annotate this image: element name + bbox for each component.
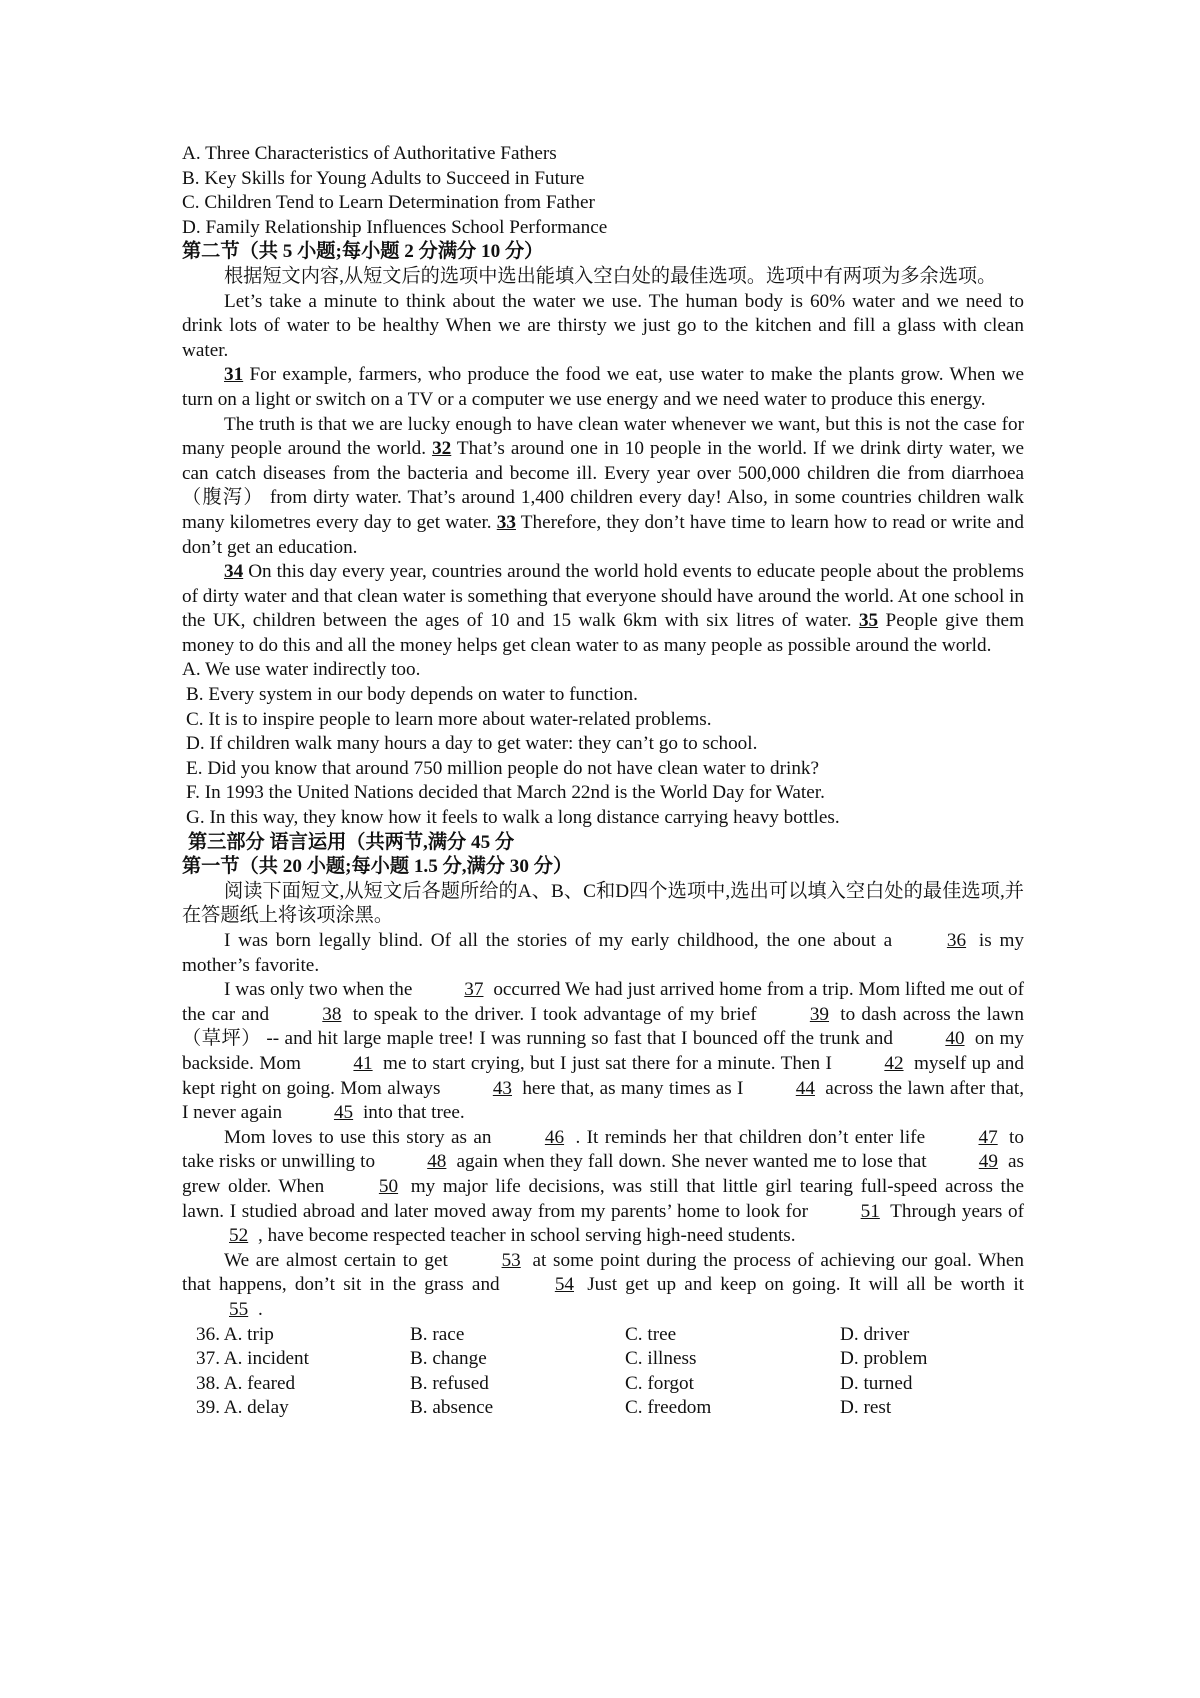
- story-text: my major life decisions, was still that little girl tearing full-speed across the lawn. I studied abroad and later moved away from my parents’ home to look for: [182, 1175, 1024, 1222]
- blank-37: 37: [464, 979, 484, 1001]
- choice-d: D. problem: [840, 1348, 928, 1370]
- heading-option-d: D. Family Relationship Influences School Performance: [182, 216, 608, 238]
- blank-53: 53: [501, 1249, 521, 1271]
- passage-paragraph-2: [182, 363, 1024, 412]
- story-text: as grew older. When: [182, 1151, 1024, 1197]
- blank-55: 55: [229, 1298, 249, 1320]
- sentence-option-d: D. If children walk many hours a day to get water: they can’t go to school.: [186, 733, 758, 755]
- blank-50: 50: [378, 1175, 399, 1197]
- blank-51: 51: [860, 1200, 880, 1222]
- sentence-option-g: G. In this way, they know how it feels to walk a long distance carrying heavy bottles.: [186, 807, 840, 829]
- blank-36: 36: [946, 930, 967, 951]
- part3-section1-title: 第一节（共 20 小题;每小题 1.5 分,满分 30 分）: [182, 856, 573, 878]
- blank-44: 44: [795, 1077, 815, 1099]
- sentence-option-a: A. We use water indirectly too.: [182, 659, 421, 681]
- choice-c: C. illness: [625, 1348, 697, 1370]
- blank-45: 45: [333, 1102, 354, 1124]
- section2-title: 第二节（共 5 小题;每小题 2 分满分 10 分）: [182, 241, 544, 263]
- story-text: occurred We had just arrived home from a trip. Mom lifted me out of the car and: [182, 979, 1024, 1025]
- story-text: to dash across the lawn（草坪） -- and hit large maple tree! I was running so fast that I bounced off the trunk and: [182, 1003, 1024, 1050]
- choice-c: C. freedom: [625, 1397, 712, 1419]
- blank-48: 48: [427, 1151, 447, 1173]
- story-text: at some point during the process of achieving our goal. When that happens, don’t sit in the grass and: [182, 1249, 1024, 1296]
- passage-paragraph-3: [182, 413, 1024, 561]
- choice-row-36: [182, 1323, 1024, 1348]
- passage-text: For example, farmers, who produce the food we eat, use water to make the plants grow. When we turn on a light or switch on a TV or a computer we use energy and we need water to produce this energy.: [182, 364, 1024, 410]
- sentence-option-b: B. Every system in our body depends on water to function.: [186, 684, 638, 706]
- passage-text: That’s around one in 10 people in the world. If we drink dirty water, we can catch diseases from the bacteria and become ill. Every year over 500,000 children die from diarrhoea（腹泻） from dirty water. That’s around 1,400 children every day! Also, in some countries children walk many kilometres every day to get water.: [182, 438, 1024, 533]
- passage-text: Therefore, they don’t have time to learn how to read or write and don’t get an education.: [182, 511, 1024, 558]
- blank-31: 31: [224, 364, 244, 386]
- part3-title: 第三部分 语言运用（共两节,满分 45 分: [188, 831, 515, 853]
- choice-d: D. driver: [840, 1323, 910, 1345]
- blank-40: 40: [945, 1028, 965, 1050]
- story-paragraph-1: [182, 929, 1024, 978]
- blank-32: 32: [432, 438, 452, 460]
- sentence-option-e: E. Did you know that around 750 million people do not have clean water to drink?: [186, 757, 820, 779]
- story-text: to speak to the driver. I took advantage of my brief: [346, 1003, 763, 1025]
- blank-35: 35: [858, 610, 879, 632]
- story-text: .: [253, 1298, 263, 1320]
- sentence-options-list: [182, 658, 1024, 830]
- heading-options-list: [182, 142, 1024, 240]
- story-text: We are almost certain to get: [224, 1249, 455, 1271]
- story-text: across the lawn after that, I never again: [182, 1077, 1025, 1124]
- story-text: to take risks or unwilling to: [182, 1126, 1024, 1173]
- passage-paragraph-4: [182, 560, 1024, 658]
- story-text: is my mother’s favorite.: [182, 930, 1024, 976]
- story-paragraph-4: [182, 1249, 1024, 1323]
- passage-text: People give them money to do this and all the money helps get clean water to as many people as possible around the world.: [182, 610, 1024, 656]
- blank-33: 33: [496, 511, 516, 533]
- story-text: Mom loves to use this story as an: [224, 1126, 498, 1148]
- choice-d: D. turned: [840, 1372, 913, 1394]
- story-paragraph-3: [182, 1126, 1024, 1249]
- sentence-option-f: F. In 1993 the United Nations decided that March 22nd is the World Day for Water.: [186, 782, 825, 804]
- sentence-option-c: C. It is to inspire people to learn more about water-related problems.: [186, 708, 712, 730]
- blank-39: 39: [809, 1003, 830, 1025]
- choice-b: B. race: [410, 1323, 465, 1345]
- choice-b: B. refused: [410, 1372, 489, 1394]
- blank-42: 42: [884, 1052, 904, 1074]
- section2-instruction: 根据短文内容,从短文后的选项中选出能填入空白处的最佳选项。选项中有两项为多余选项。: [224, 265, 997, 287]
- passage-text: The truth is that we are lucky enough to have clean water whenever we want, but this is not the case for many people around the world.: [182, 413, 1024, 460]
- story-text: on my backside. Mom: [182, 1028, 1024, 1074]
- exam-page: [182, 142, 1024, 1421]
- blank-47: 47: [978, 1126, 998, 1148]
- passage-text: On this day every year, countries around the world hold events to educate people about the problems of dirty water and that clean water is something that everyone should have around the world. At one school in the UK, children between the ages of 10 and 15 walk 6km with six litres of water.: [182, 561, 1024, 632]
- blank-34: 34: [224, 561, 244, 583]
- story-text: , have become respected teacher in school serving high-need students.: [253, 1225, 796, 1247]
- story-text: into that tree.: [358, 1102, 465, 1124]
- story-text: I was born legally blind. Of all the stories of my early childhood, the one about a: [224, 930, 900, 951]
- choice-d: D. rest: [840, 1397, 892, 1419]
- choice-a: 39. A. delay: [196, 1397, 289, 1419]
- blank-54: 54: [554, 1274, 575, 1296]
- blank-49: 49: [978, 1151, 998, 1173]
- choice-row-38: [182, 1372, 1024, 1397]
- story-text: here that, as many times as I: [517, 1077, 749, 1099]
- choice-b: B. change: [410, 1348, 487, 1370]
- choice-row-39: [182, 1396, 1024, 1421]
- story-text: again when they fall down. She never wanted me to lose that: [451, 1151, 932, 1173]
- story-text: Just get up and keep on going. It will all be worth it: [579, 1274, 1024, 1296]
- heading-option-c: C. Children Tend to Learn Determination from Father: [182, 192, 595, 214]
- choice-c: C. tree: [625, 1323, 677, 1345]
- story-text: Through years of: [884, 1200, 1024, 1222]
- choice-row-37: [182, 1347, 1024, 1372]
- passage-paragraph-1: Let’s take a minute to think about the water we use. The human body is 60% water and we need to drink lots of water to be healthy When we are thirsty we just go to the kitchen and fill a glass with clean water.: [182, 290, 1024, 361]
- blank-43: 43: [492, 1077, 512, 1099]
- choice-a: 37. A. incident: [196, 1348, 309, 1370]
- choice-b: B. absence: [410, 1397, 494, 1419]
- blank-38: 38: [322, 1003, 342, 1025]
- story-text: me to start crying, but I just sat there for a minute. Then I: [377, 1052, 838, 1074]
- blank-41: 41: [353, 1052, 373, 1074]
- blank-52: 52: [229, 1225, 249, 1247]
- story-text: myself up and kept right on going. Mom always: [182, 1052, 1024, 1099]
- story-text: . It reminds her that children don’t enter life: [569, 1126, 932, 1148]
- heading-option-a: A. Three Characteristics of Authoritative Fathers: [182, 143, 557, 164]
- choice-a: 38. A. feared: [196, 1372, 296, 1394]
- choice-c: C. forgot: [625, 1372, 694, 1394]
- answer-choices-table: [182, 1323, 1024, 1421]
- blank-46: 46: [544, 1126, 565, 1148]
- story-text: I was only two when the: [224, 979, 418, 1001]
- heading-option-b: B. Key Skills for Young Adults to Succeed in Future: [182, 167, 585, 189]
- story-paragraph-2: [182, 978, 1024, 1126]
- part3-instruction: 阅读下面短文,从短文后各题所给的A、B、C和D四个选项中,选出可以填入空白处的最佳选项,并在答题纸上将该项涂黑。: [182, 880, 1024, 927]
- choice-a: 36. A. trip: [196, 1323, 274, 1345]
